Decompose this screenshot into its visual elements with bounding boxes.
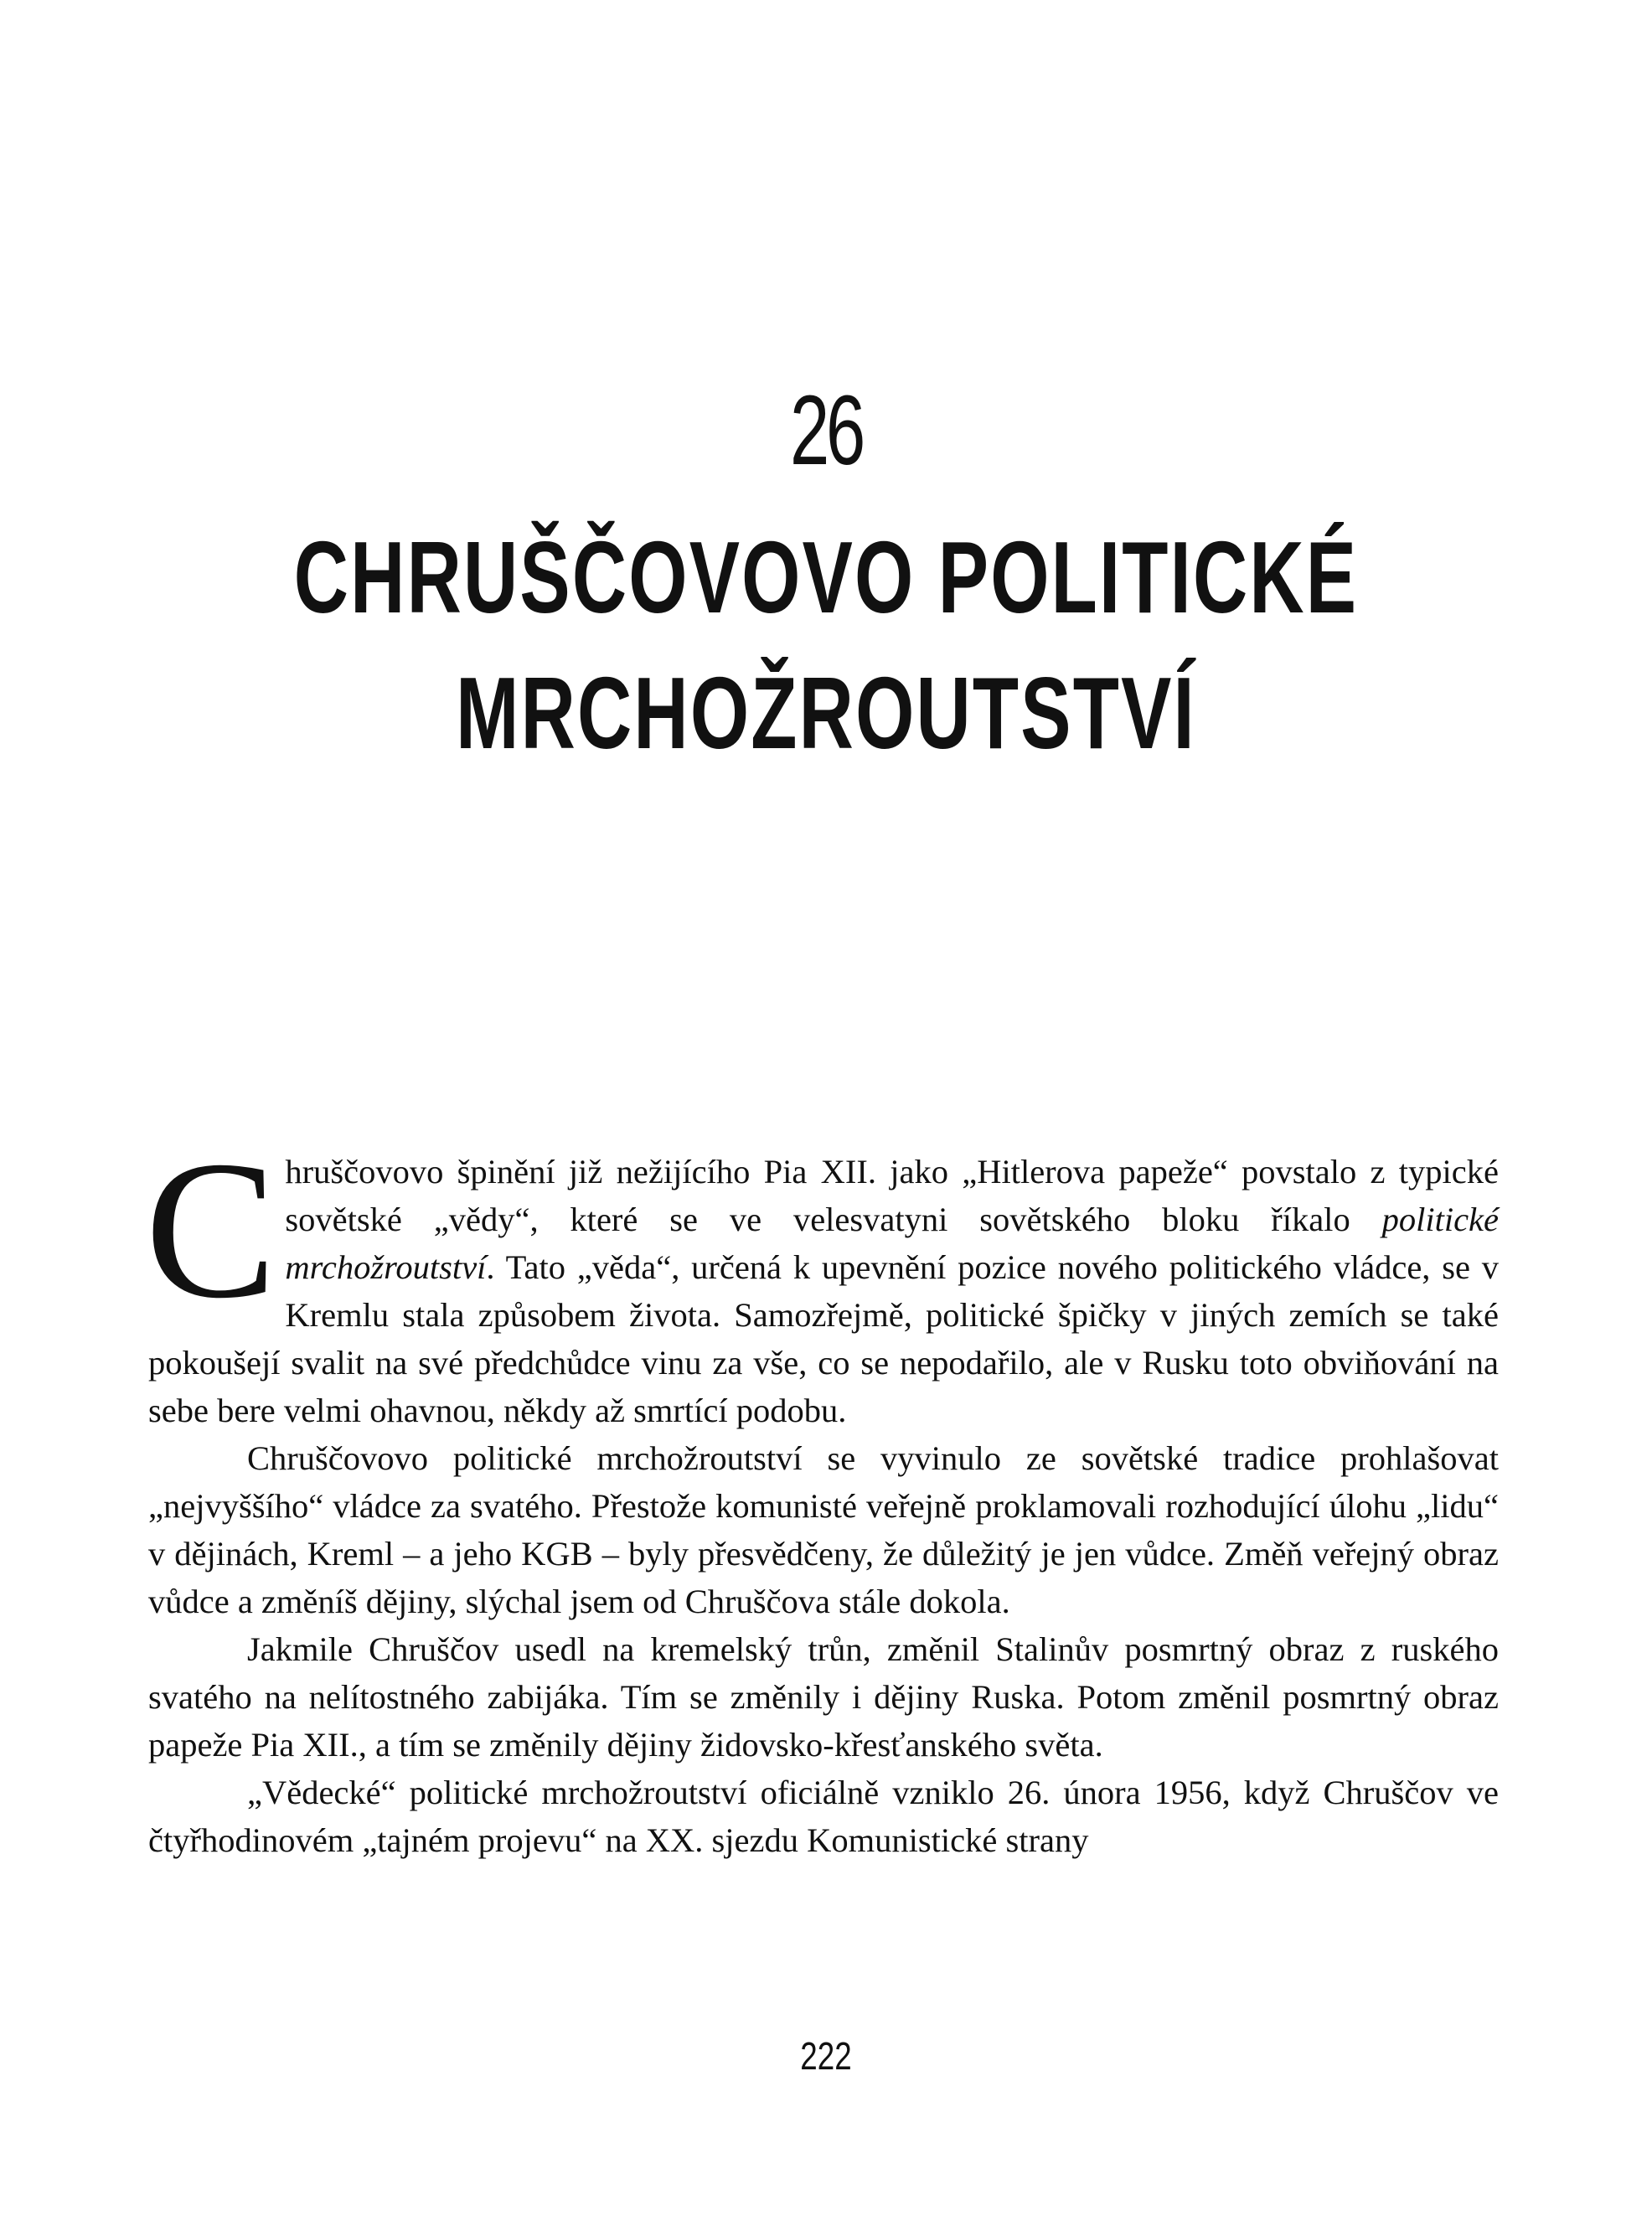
- paragraph-1: [145, 1121, 1499, 1434]
- paragraph-3: Jakmile Chruščov usedl na kremelský trůn, změnil Stalinův posmrtný obraz z ruského svatého na nelítostného zabijáka. Tím se změnily i dějiny Ruska. Potom změnil posmrtný obraz papeže Pia XII., a tím se změnily dějiny židovsko-křesťanského světa.: [148, 1630, 1499, 1764]
- paragraph-4: „Vědecké“ politické mrchožroutství oficiálně vzniklo 26. února 1956, když Chruščov ve čtyřhodinovém „tajném projevu“ na XX. sjezdu Komunistické strany: [148, 1774, 1499, 1859]
- paragraph-1-italic: politické mrchožroutství: [285, 1201, 1499, 1286]
- body-text: [145, 1121, 1499, 1864]
- paragraph-2: Chruščovovo politické mrchožroutství se vyvinulo ze sovětské tradice prohlašovat „nejvyššího“ vládce za svatého. Přestože komunisté veřejně proklamovali rozhodující úlohu „lidu“ v dějinách, Kreml – a jeho KGB – byly přesvědčeny, že důležitý je jen vůdce. Změň veřejný obraz vůdce a změníš dějiny, slýchal jsem od Chruščova stále dokola.: [148, 1439, 1499, 1620]
- chapter-title-line-1: CHRUŠČOVOVO POLITICKÉ: [293, 520, 1359, 634]
- drop-cap: C: [145, 1121, 277, 1340]
- chapter-number: 26: [790, 375, 862, 486]
- page-number: 222: [800, 2034, 852, 2078]
- chapter-title-line-2: MRCHOŽROUTSTVÍ: [456, 656, 1196, 770]
- paragraph-1-text-a: hruščovovo špinění již nežijícího Pia XII. jako „Hitlerova papeže“ povstalo z typické sovětské „vědy“, které se ve velesvatyni sovětského bloku říkalo: [285, 1153, 1499, 1238]
- paragraph-1-text-b: . Tato „věda“, určená k upevnění pozice nového politického vládce, se v Kremlu stala způsobem života. Samozřejmě, politické špičky v jiných zemích se také pokoušejí svalit na své předchůdce vinu za vše, co se nepodařilo, ale v Rusku toto obviňování na sebe bere velmi ohavnou, někdy až smrtící podobu.: [148, 1248, 1499, 1429]
